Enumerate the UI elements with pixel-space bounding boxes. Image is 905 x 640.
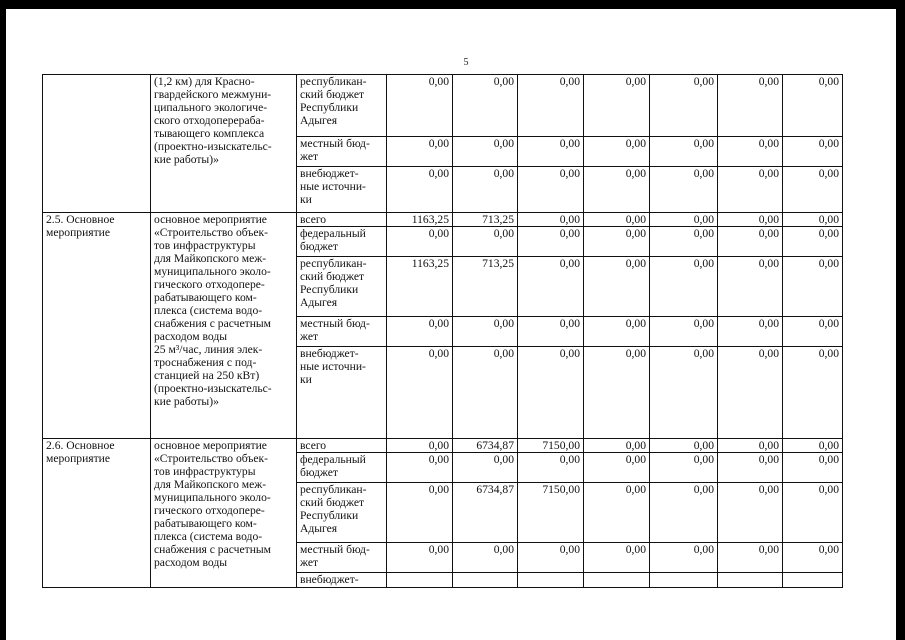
funding-source-line: ные источни- <box>300 360 366 373</box>
description-line: тов инфраструктуры <box>154 239 256 252</box>
amount-cell: 0,00 <box>387 167 453 213</box>
amount-cell: 0,00 <box>718 543 783 573</box>
amount-cell: 0,00 <box>518 75 584 137</box>
funding-source-line: Республики <box>300 509 359 522</box>
funding-source-line: ки <box>300 193 312 206</box>
amount-cell: 0,00 <box>718 167 783 213</box>
amount-cell: 0,00 <box>453 75 518 137</box>
document-page <box>6 9 896 640</box>
amount-cell: 0,00 <box>584 167 650 213</box>
funding-source-line: Республики <box>300 283 359 296</box>
amount-cell: 0,00 <box>718 317 783 347</box>
funding-source-line: всего <box>300 213 327 226</box>
amount-cell: 0,00 <box>718 137 783 167</box>
amount-cell: 0,00 <box>453 227 518 257</box>
measure-description-cell <box>151 213 297 439</box>
amount-cell: 0,00 <box>783 227 843 257</box>
funding-source-cell <box>297 137 387 167</box>
description-line: для Майкопского меж- <box>154 252 267 265</box>
amount-cell: 0,00 <box>783 317 843 347</box>
amount-cell: 0,00 <box>718 227 783 257</box>
amount-cell: 0,00 <box>783 257 843 317</box>
funding-source-line: ский бюджет <box>300 496 365 509</box>
description-line: плекса (система водо- <box>154 530 263 543</box>
amount-cell: 0,00 <box>387 227 453 257</box>
table-row <box>43 439 843 453</box>
amount-cell: 0,00 <box>453 137 518 167</box>
funding-source-cell <box>297 347 387 439</box>
amount-cell: 0,00 <box>584 347 650 439</box>
funding-source-line: бюджет <box>300 240 338 253</box>
amount-cell: 0,00 <box>518 167 584 213</box>
amount-cell <box>453 573 518 588</box>
amount-cell: 0,00 <box>453 347 518 439</box>
funding-source-line: ский бюджет <box>300 270 365 283</box>
measure-id-cell <box>43 439 151 588</box>
funding-source-line: федеральный <box>300 227 366 240</box>
description-line: (1,2 км) для Красно- <box>154 75 255 88</box>
amount-cell: 0,00 <box>650 137 718 167</box>
amount-cell: 0,00 <box>783 75 843 137</box>
funding-source-line: ский бюджет <box>300 88 365 101</box>
amount-cell: 7150,00 <box>518 483 584 543</box>
funding-source-line: жет <box>300 556 319 569</box>
funding-source-line: ные источни- <box>300 180 366 193</box>
funding-source-line: всего <box>300 439 327 452</box>
funding-source-line: жет <box>300 330 319 343</box>
amount-cell <box>518 573 584 588</box>
description-line: для Майкопского меж- <box>154 478 267 491</box>
amount-cell: 0,00 <box>718 453 783 483</box>
amount-cell: 0,00 <box>783 137 843 167</box>
description-line: снабжения с расчетным <box>154 543 272 556</box>
measure-id-line: мероприятие <box>46 226 111 239</box>
funding-source-cell <box>297 227 387 257</box>
funding-source-line: местный бюд- <box>300 317 370 330</box>
description-line: «Строительство объек- <box>154 452 269 465</box>
amount-cell <box>584 573 650 588</box>
amount-cell: 0,00 <box>387 75 453 137</box>
amount-cell: 0,00 <box>650 483 718 543</box>
funding-source-line: внебюджет- <box>300 573 359 586</box>
description-line: рабатывающего ком- <box>154 517 257 530</box>
amount-cell: 0,00 <box>518 137 584 167</box>
amount-cell: 0,00 <box>650 317 718 347</box>
amount-cell: 0,00 <box>584 213 650 227</box>
amount-cell: 0,00 <box>387 439 453 453</box>
amount-cell: 0,00 <box>387 543 453 573</box>
amount-cell: 0,00 <box>650 453 718 483</box>
funding-source-cell <box>297 543 387 573</box>
measure-id-line: 2.6. Основное <box>46 439 115 452</box>
measure-id-line: мероприятие <box>46 452 111 465</box>
funding-source-line: республикан- <box>300 483 367 496</box>
amount-cell: 0,00 <box>783 439 843 453</box>
funding-source-line: Адыгея <box>300 522 338 535</box>
amount-cell: 0,00 <box>453 167 518 213</box>
funding-source-line: внебюджет- <box>300 347 359 360</box>
description-line: троснабжения с под- <box>154 356 257 369</box>
description-line: снабжения с расчетным <box>154 317 272 330</box>
amount-cell: 0,00 <box>584 439 650 453</box>
budget-table-body <box>43 75 843 588</box>
amount-cell: 0,00 <box>650 213 718 227</box>
amount-cell: 0,00 <box>453 543 518 573</box>
measure-description-cell <box>151 75 297 213</box>
amount-cell: 0,00 <box>584 543 650 573</box>
amount-cell: 0,00 <box>453 317 518 347</box>
measure-id-cell <box>43 213 151 439</box>
funding-source-line: ки <box>300 373 312 386</box>
amount-cell: 0,00 <box>783 453 843 483</box>
description-line: расходом воды <box>154 556 228 569</box>
amount-cell: 0,00 <box>650 227 718 257</box>
amount-cell: 6734,87 <box>453 483 518 543</box>
funding-source-line: республикан- <box>300 75 367 88</box>
description-line: ципального экологиче- <box>154 101 268 114</box>
amount-cell: 0,00 <box>584 227 650 257</box>
page-number: 5 <box>463 57 469 68</box>
amount-cell: 1163,25 <box>387 213 453 227</box>
budget-table <box>42 74 843 588</box>
amount-cell: 0,00 <box>718 257 783 317</box>
funding-source-cell <box>297 75 387 137</box>
amount-cell: 0,00 <box>387 137 453 167</box>
amount-cell: 0,00 <box>584 483 650 543</box>
description-line: плекса (система водо- <box>154 304 263 317</box>
amount-cell: 0,00 <box>518 317 584 347</box>
amount-cell <box>650 573 718 588</box>
amount-cell <box>387 573 453 588</box>
amount-cell: 0,00 <box>783 543 843 573</box>
funding-source-cell <box>297 167 387 213</box>
funding-source-cell <box>297 573 387 588</box>
amount-cell: 0,00 <box>718 213 783 227</box>
description-line: кие работы)» <box>154 395 219 408</box>
amount-cell: 0,00 <box>718 75 783 137</box>
amount-cell: 0,00 <box>718 439 783 453</box>
funding-source-line: бюджет <box>300 466 338 479</box>
amount-cell: 0,00 <box>518 213 584 227</box>
amount-cell: 0,00 <box>718 347 783 439</box>
amount-cell: 0,00 <box>518 347 584 439</box>
description-line: ского отходоперераба- <box>154 114 265 127</box>
funding-source-cell <box>297 453 387 483</box>
amount-cell: 0,00 <box>650 439 718 453</box>
description-line: «Строительство объек- <box>154 226 269 239</box>
amount-cell: 0,00 <box>518 257 584 317</box>
funding-source-cell <box>297 317 387 347</box>
amount-cell: 7150,00 <box>518 439 584 453</box>
amount-cell: 0,00 <box>387 453 453 483</box>
description-line: основное мероприятие <box>154 439 267 452</box>
description-line: гвардейского межмуни- <box>154 88 272 101</box>
description-line: тов инфраструктуры <box>154 465 256 478</box>
amount-cell: 0,00 <box>518 227 584 257</box>
amount-cell: 0,00 <box>518 453 584 483</box>
table-row <box>43 213 843 227</box>
amount-cell <box>718 573 783 588</box>
amount-cell: 1163,25 <box>387 257 453 317</box>
amount-cell: 0,00 <box>584 75 650 137</box>
measure-id-line: 2.5. Основное <box>46 213 115 226</box>
amount-cell: 0,00 <box>783 347 843 439</box>
funding-source-cell <box>297 257 387 317</box>
description-line: 25 м³/час, линия элек- <box>154 343 263 356</box>
description-line: кие работы)» <box>154 153 219 166</box>
amount-cell: 0,00 <box>650 543 718 573</box>
description-line: тывающего комплекса <box>154 127 265 140</box>
amount-cell: 0,00 <box>387 317 453 347</box>
description-line: гического отходопере- <box>154 278 265 291</box>
amount-cell: 0,00 <box>387 347 453 439</box>
amount-cell: 0,00 <box>718 483 783 543</box>
table-row <box>43 75 843 137</box>
amount-cell: 0,00 <box>650 347 718 439</box>
description-line: гического отходопере- <box>154 504 265 517</box>
funding-source-cell <box>297 483 387 543</box>
amount-cell: 0,00 <box>650 257 718 317</box>
amount-cell: 0,00 <box>650 75 718 137</box>
amount-cell: 0,00 <box>584 453 650 483</box>
funding-source-line: Адыгея <box>300 296 338 309</box>
measure-description-cell <box>151 439 297 588</box>
amount-cell: 0,00 <box>783 483 843 543</box>
amount-cell: 0,00 <box>584 137 650 167</box>
funding-source-line: республикан- <box>300 257 367 270</box>
funding-source-line: Адыгея <box>300 114 338 127</box>
amount-cell: 0,00 <box>387 483 453 543</box>
funding-source-line: федеральный <box>300 453 366 466</box>
amount-cell: 0,00 <box>783 213 843 227</box>
funding-source-line: внебюджет- <box>300 167 359 180</box>
amount-cell: 0,00 <box>453 453 518 483</box>
amount-cell: 713,25 <box>453 257 518 317</box>
amount-cell: 6734,87 <box>453 439 518 453</box>
amount-cell <box>783 573 843 588</box>
description-line: муниципального эколо- <box>154 491 271 504</box>
description-line: (проектно-изыскательс- <box>154 140 272 153</box>
description-line: станцией на 250 кВт) <box>154 369 260 382</box>
description-line: основное мероприятие <box>154 213 267 226</box>
funding-source-line: жет <box>300 150 319 163</box>
amount-cell: 0,00 <box>584 257 650 317</box>
amount-cell: 0,00 <box>783 167 843 213</box>
funding-source-line: местный бюд- <box>300 137 370 150</box>
amount-cell: 0,00 <box>650 167 718 213</box>
amount-cell: 0,00 <box>518 543 584 573</box>
funding-source-cell <box>297 439 387 453</box>
description-line: рабатывающего ком- <box>154 291 257 304</box>
funding-source-cell <box>297 213 387 227</box>
description-line: муниципального эколо- <box>154 265 271 278</box>
amount-cell: 713,25 <box>453 213 518 227</box>
description-line: расходом воды <box>154 330 228 343</box>
funding-source-line: местный бюд- <box>300 543 370 556</box>
funding-source-line: Республики <box>300 101 359 114</box>
measure-id-cell <box>43 75 151 213</box>
description-line: (проектно-изыскательс- <box>154 382 272 395</box>
amount-cell: 0,00 <box>584 317 650 347</box>
